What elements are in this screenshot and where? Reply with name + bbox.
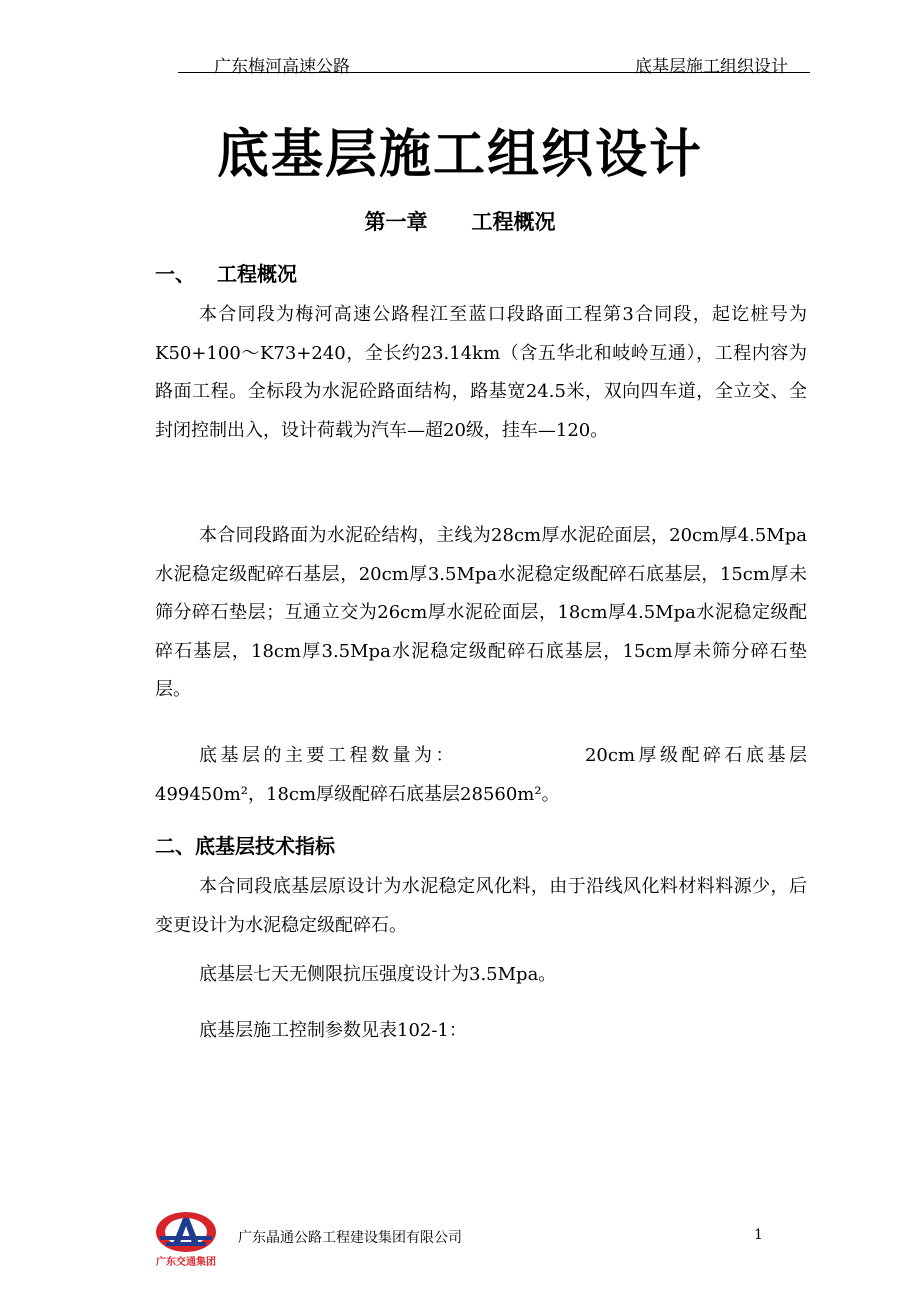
- section-1-heading: [155, 258, 297, 287]
- header-document-name: 底基层施工组织设计: [635, 57, 788, 77]
- section-2-paragraph-1: 本合同段底基层原设计为水泥稳定风化料，由于沿线风化料材料料源少，后变更设计为水泥稳定级配碎石。: [155, 876, 807, 936]
- footer-company-name: 广东晶通公路工程建设集团有限公司: [238, 1230, 462, 1246]
- section-1-paragraph-3: [155, 737, 807, 814]
- section-1-paragraph-2: 本合同段路面为水泥砼结构，主线为28cm厚水泥砼面层，20cm厚4.5Mpa水泥稳定级配碎石基层，20cm厚3.5Mpa水泥稳定级配碎石底基层，15cm厚未筛分碎石垫层；互通立交为26cm厚水泥砼面层，18cm厚4.5Mpa水泥稳定级配碎石基层，18cm厚3.5Mpa水泥稳定级配碎石底基层，15cm厚未筛分碎石垫层。: [155, 525, 807, 700]
- svg-text:广东交通集团: 广东交通集团: [156, 1257, 216, 1268]
- section-1-number: 一、: [155, 262, 195, 286]
- chapter-number: 第一章: [364, 210, 428, 234]
- document-title: 底基层施工组织设计: [216, 125, 703, 185]
- header-project-name: 广东梅河高速公路: [214, 57, 350, 77]
- section-1-paragraph-1: 本合同段为梅河高速公路程江至蓝口段路面工程第3合同段，起讫桩号为K50+100～K73+240，全长约23.14km（含五华北和岐岭互通），工程内容为路面工程。全标段为水泥砼路面结构，路基宽24.5米，双向四车道，全立交、全封闭控制出入，设计荷载为汽车—超20级，挂车—120。: [155, 304, 807, 441]
- chapter-title: 工程概况: [471, 210, 556, 234]
- section-2-paragraph-3: 底基层施工控制参数见表102-1：: [199, 1020, 467, 1041]
- quantity-values: 20cm厚级配碎石底基层499450m²，18cm厚级配碎石底基层28560m²。: [155, 745, 807, 805]
- chapter-heading: [0, 206, 920, 236]
- page-number: 1: [754, 1227, 763, 1243]
- company-logo-icon: [152, 1210, 220, 1268]
- page-header: [178, 50, 810, 77]
- section-2-heading: 二、底基层技术指标: [155, 834, 335, 858]
- section-1-title: 工程概况: [217, 262, 297, 286]
- section-2-paragraph-2: 底基层七天无侧限抗压强度设计为3.5Mpa。: [199, 964, 557, 985]
- quantity-intro: 底基层的主要工程数量为：: [199, 745, 457, 766]
